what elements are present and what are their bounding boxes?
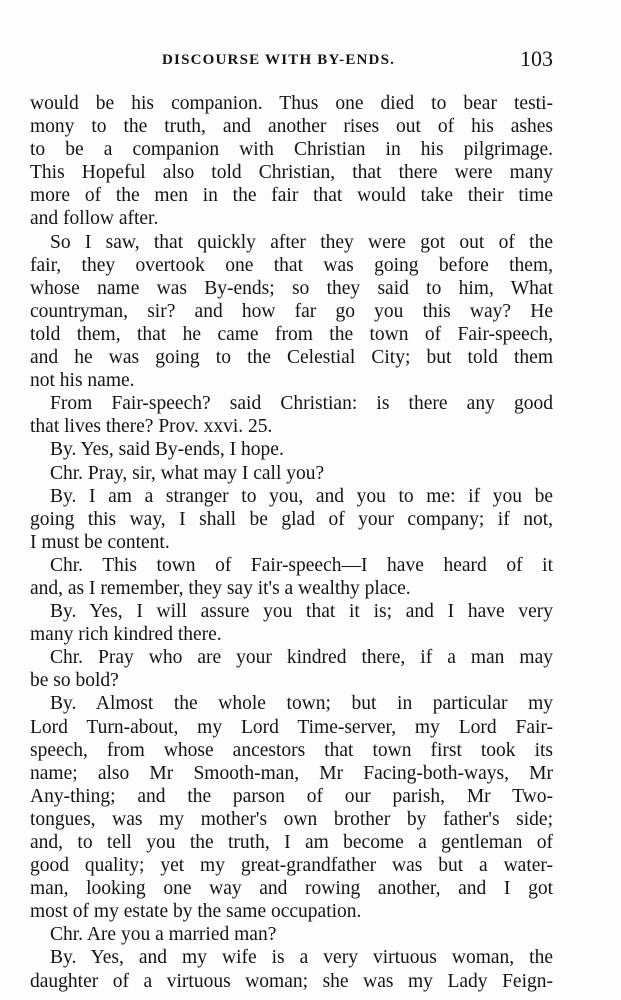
- text-line: to be a companion with Christian in his pilgrimage.: [30, 139, 553, 161]
- text-line: that lives there? Prov. xxvi. 25.: [30, 416, 273, 438]
- text-line: and he was going to the Celestial City; but told them: [30, 347, 553, 369]
- text-line: Lord Turn-about, my Lord Time-server, my Lord Fair-: [30, 716, 553, 738]
- page-number: 103: [520, 46, 553, 71]
- text-line: From Fair-speech? said Christian: is there any good: [50, 393, 553, 415]
- text-line: This Hopeful also told Christian, that there were many: [30, 162, 553, 184]
- text-line: Chr. This town of Fair-speech—I have heard of it: [50, 554, 553, 576]
- text-line: mony to the truth, and another rises out of his ashes: [30, 116, 553, 138]
- text-line: and, to tell you the truth, I am become a gentleman of: [30, 832, 553, 853]
- text-line: many rich kindred there.: [30, 624, 222, 646]
- text-line: tongues, was my mother's own brother by father's side;: [30, 808, 553, 830]
- text-line: going this way, I shall be glad of your company; if not,: [30, 508, 553, 530]
- text-line: daughter of a virtuous woman; she was my Lady Feign-: [30, 970, 553, 992]
- text-line: whose name was By-ends; so they said to him, What: [30, 277, 553, 299]
- text-line: told them, that he came from the town of Fair-speech,: [30, 323, 553, 345]
- text-line: fair, they overtook one that was going before them,: [30, 254, 553, 276]
- text-line: name; also Mr Smooth-man, Mr Facing-both-ways, Mr: [30, 762, 553, 784]
- text-line: By. Yes, and my wife is a very virtuous woman, the: [50, 947, 553, 969]
- running-title: DISCOURSE WITH BY-ENDS.: [162, 52, 396, 68]
- running-head: [0, 44, 621, 74]
- text-line: most of my estate by the same occupation.: [30, 901, 362, 923]
- text-line: be so bold?: [30, 670, 119, 692]
- text-line: would be his companion. Thus one died to bear testi-: [30, 93, 553, 114]
- text-line: By. Yes, said By-ends, I hope.: [50, 439, 284, 461]
- text-line: and, as I remember, they say it's a wealthy place.: [30, 577, 411, 599]
- text-line: I must be content.: [30, 531, 170, 553]
- text-line: By. Yes, I will assure you that it is; and I have very: [50, 601, 553, 623]
- text-line: Chr. Pray who are your kindred there, if a man may: [50, 647, 553, 669]
- text-line: Chr. Pray, sir, what may I call you?: [50, 462, 325, 484]
- text-line: So I saw, that quickly after they were got out of the: [50, 231, 553, 253]
- body-text: [30, 92, 553, 993]
- text-line: By. Almost the whole town; but in particular my: [50, 693, 553, 715]
- text-line: Any-thing; and the parson of our parish, Mr Two-: [30, 785, 553, 807]
- text-line: man, looking one way and rowing another, and I got: [30, 878, 553, 900]
- text-line: Chr. Are you a married man?: [50, 924, 277, 946]
- text-line: speech, from whose ancestors that town first took its: [30, 739, 553, 761]
- text-line: more of the men in the fair that would take their time: [30, 185, 553, 207]
- text-line: and follow after.: [30, 208, 159, 230]
- text-line: By. I am a stranger to you, and you to me: if you be: [50, 485, 553, 507]
- text-line: good quality; yet my great-grandfather was but a water-: [30, 855, 553, 877]
- text-line: countryman, sir? and how far go you this way? He: [30, 300, 553, 322]
- text-line: not his name.: [30, 370, 135, 392]
